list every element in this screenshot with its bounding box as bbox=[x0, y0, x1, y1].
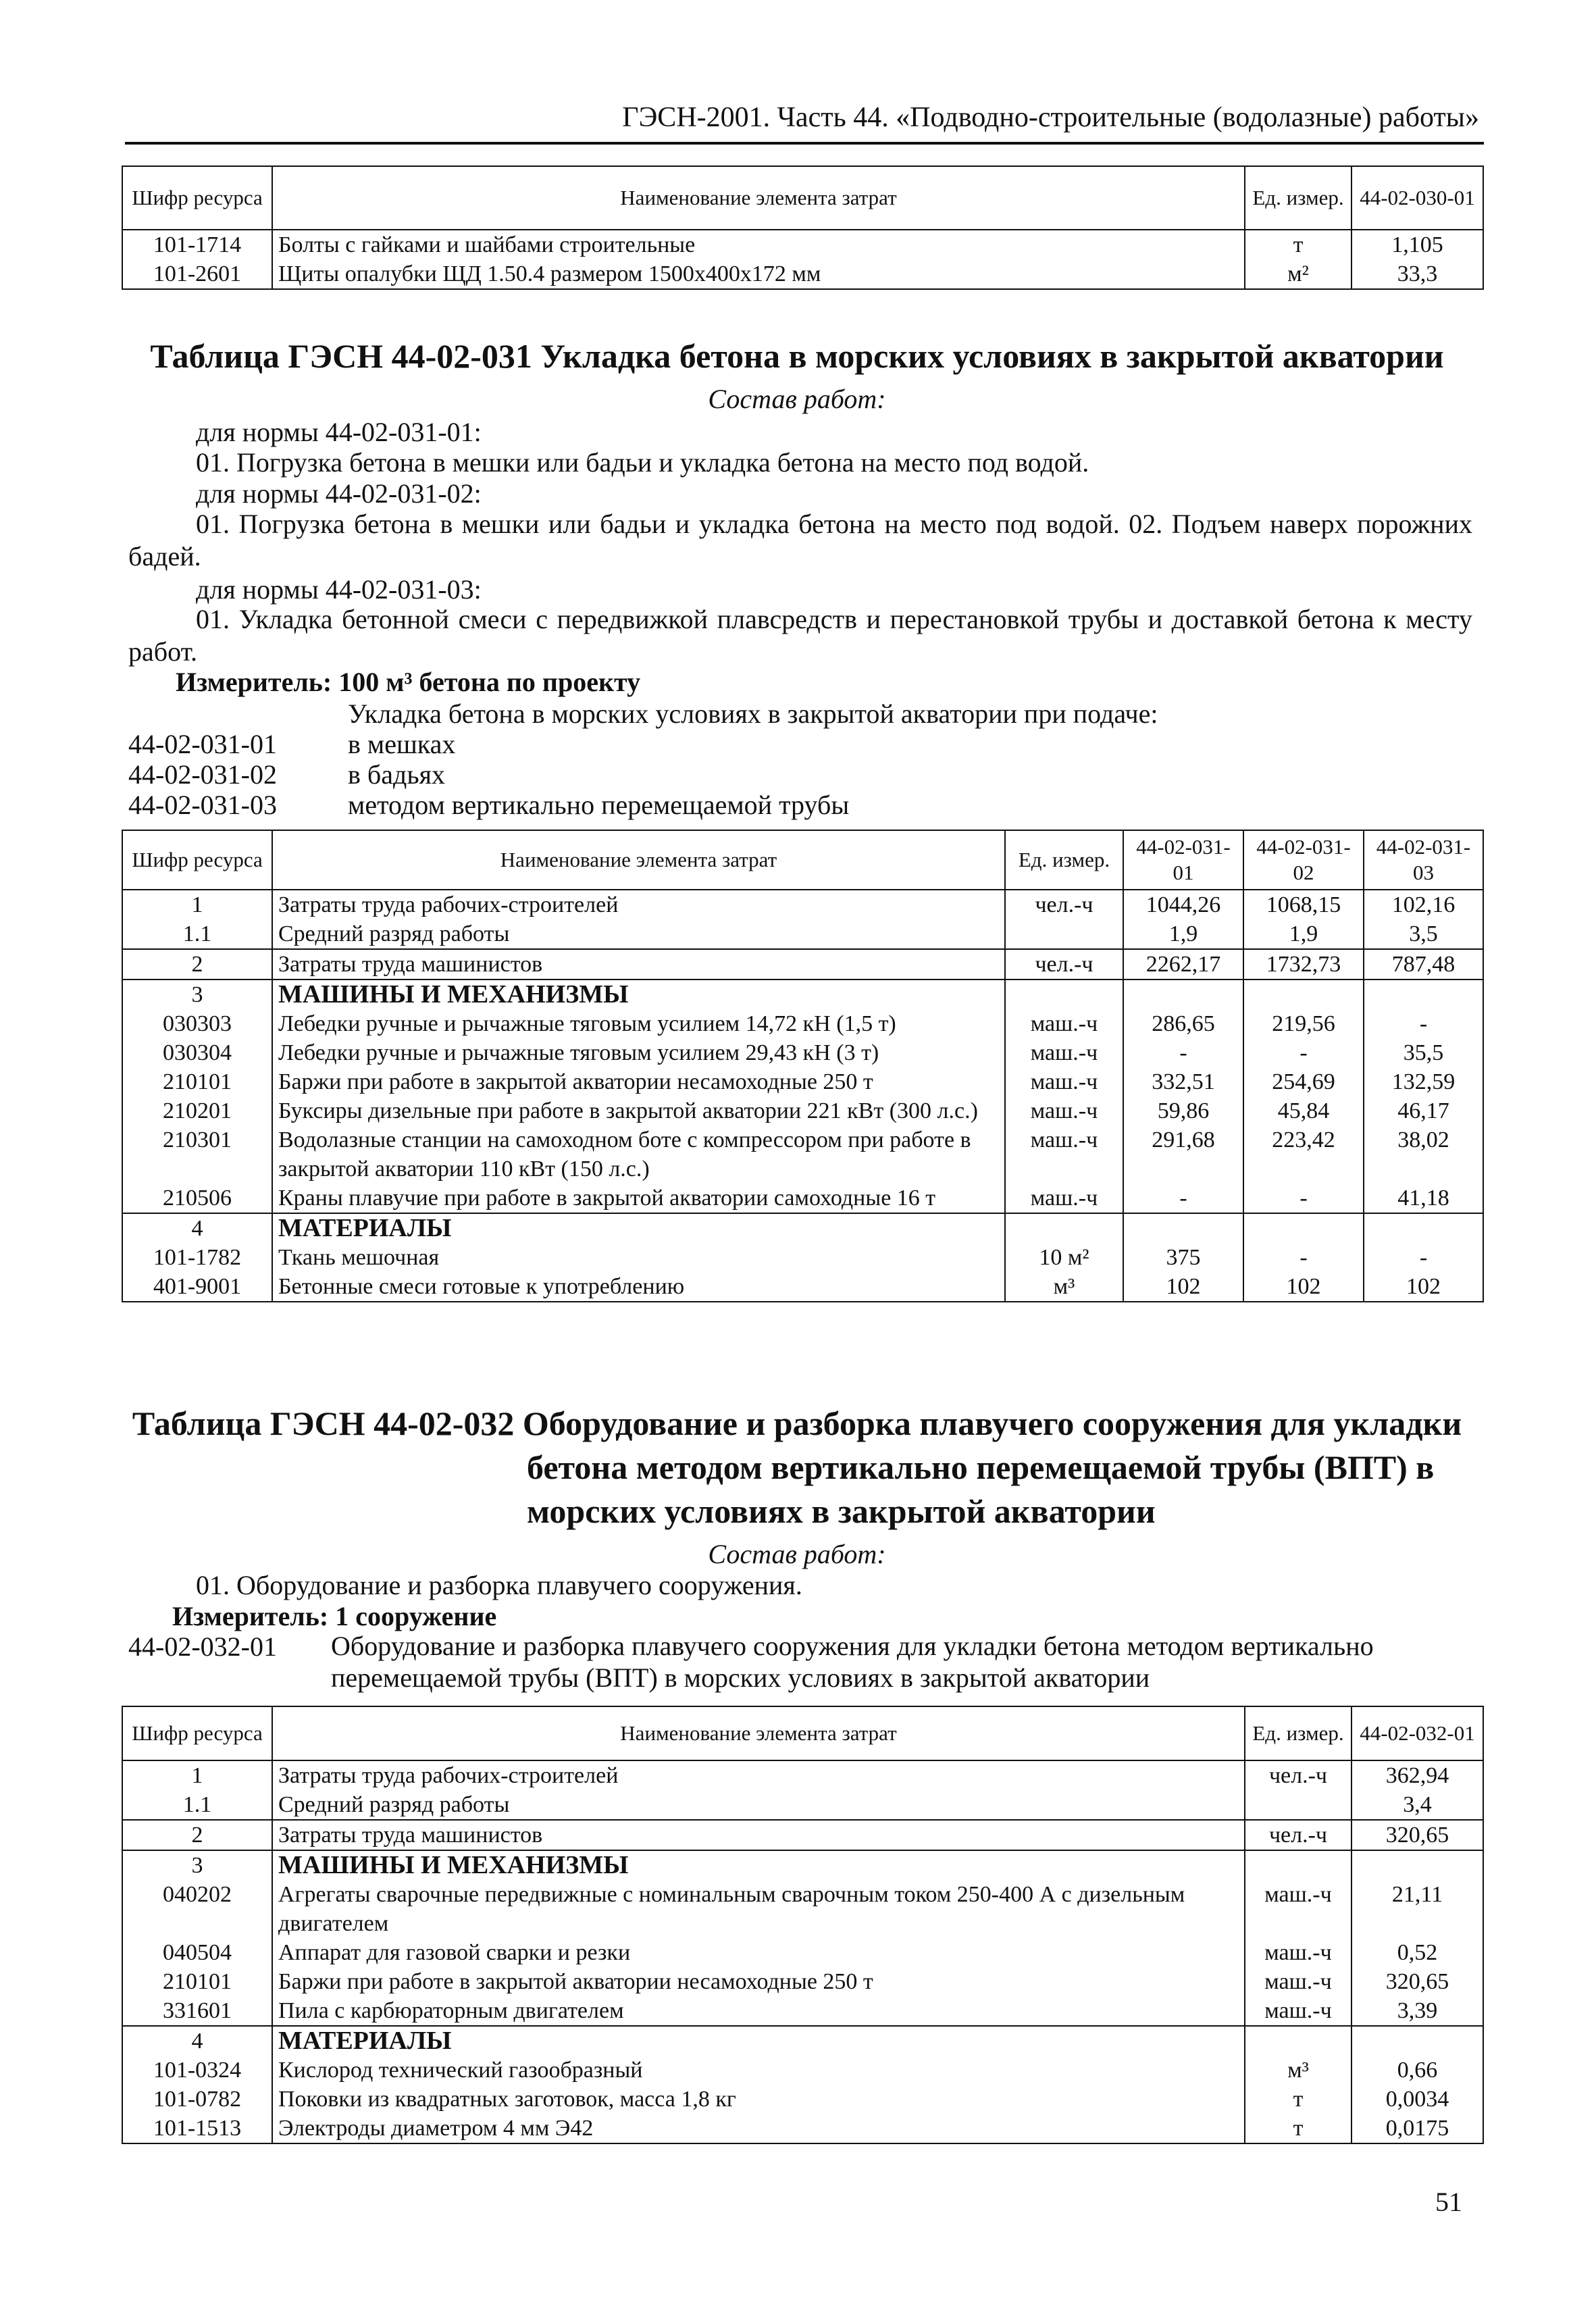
header-code: Шифр ресурса bbox=[122, 830, 272, 890]
norm-code: 44-02-031-02 bbox=[128, 759, 277, 790]
table-row: 210506 Краны плавучие при работе в закрытой акватории самоходные 16 т маш.-ч - - 41,18 bbox=[122, 1184, 1483, 1213]
header-norm-1: 44-02-030-01 bbox=[1352, 166, 1483, 230]
table-row: 101-1513 Электроды диаметром 4 мм Э42 т 0,0175 bbox=[122, 2114, 1483, 2143]
header-rule bbox=[125, 142, 1484, 145]
table-row: 1.1 Средний разряд работы 1,9 1,9 3,5 bbox=[122, 919, 1483, 949]
work-composition-heading: Состав работ: bbox=[708, 384, 886, 414]
table-row: 101-1714 Болты с гайками и шайбами строительные т 1,105 bbox=[122, 230, 1483, 259]
table-44-02-032 bbox=[122, 1706, 1484, 2144]
work-item: 01. Погрузка бетона в мешки или бадьи и укладка бетона на место под водой. bbox=[196, 447, 1089, 478]
section-title-032-line3: морских условиях в закрытой акватории bbox=[527, 1492, 1156, 1530]
work-item: 01. Оборудование и разборка плавучего сооружения. bbox=[196, 1570, 802, 1600]
header-name: Наименование элемента затрат bbox=[272, 1706, 1245, 1760]
table-row: 331601 Пила с карбюраторным двигателем маш.-ч 3,39 bbox=[122, 1996, 1483, 2026]
table-row: 030303 Лебедки ручные и рычажные тяговым усилием 14,72 кН (1,5 т) маш.-ч 286,65 219,56 - bbox=[122, 1009, 1483, 1038]
table-row: 401-9001 Бетонные смеси готовые к употреблению м³ 102 102 102 bbox=[122, 1272, 1483, 1302]
header-norm-1: 44-02-031-01 bbox=[1123, 830, 1243, 890]
table-section-row: 3 МАШИНЫ И МЕХАНИЗМЫ bbox=[122, 1850, 1483, 1880]
table-section-row: 4 МАТЕРИАЛЫ bbox=[122, 1213, 1483, 1243]
table-row: 2 Затраты труда машинистов чел.-ч 320,65 bbox=[122, 1820, 1483, 1850]
section-title-032-line2: бетона методом вертикально перемещаемой трубы (ВПТ) в bbox=[527, 1448, 1435, 1486]
header-code: Шифр ресурса bbox=[122, 1706, 272, 1760]
norm-code: 44-02-031-03 bbox=[128, 790, 277, 820]
table-row: 210201 Буксиры дизельные при работе в закрытой акватории 221 кВт (300 л.с.) маш.-ч 59,86 45,84 46,17 bbox=[122, 1096, 1483, 1125]
norm-label: для нормы 44-02-031-01: bbox=[196, 417, 482, 447]
norm-text: методом вертикально перемещаемой трубы bbox=[348, 790, 850, 820]
header-code: Шифр ресурса bbox=[122, 166, 272, 230]
meter-label: Измеритель: 100 м³ бетона по проекту bbox=[176, 667, 641, 697]
norm-label: для нормы 44-02-031-03: bbox=[196, 574, 482, 605]
table-row: 210301 Водолазные станции на самоходном боте с компрессором при работе в закрытой акватории 110 кВт (150 л.с.) маш.-ч 291,68 223,42 38,02 bbox=[122, 1125, 1483, 1184]
table-row: 030304 Лебедки ручные и рычажные тяговым усилием 29,43 кН (3 т) маш.-ч - - 35,5 bbox=[122, 1038, 1483, 1067]
header-name: Наименование элемента затрат bbox=[272, 830, 1005, 890]
header-norm-3: 44-02-031-03 bbox=[1364, 830, 1483, 890]
section-title-032: Таблица ГЭСН 44-02-032 Оборудование и разборка плавучего сооружения для укладки bbox=[132, 1404, 1462, 1442]
norm-code: 44-02-032-01 bbox=[128, 1631, 277, 1662]
norm-text: в бадьях bbox=[348, 759, 445, 790]
table-row: 2 Затраты труда машинистов чел.-ч 2262,17 1732,73 787,48 bbox=[122, 949, 1483, 980]
table-row: 101-0324 Кислород технический газообразный м³ 0,66 bbox=[122, 2056, 1483, 2085]
norm-intro: Укладка бетона в морских условиях в закрытой акватории при подаче: bbox=[348, 698, 1158, 729]
header-name: Наименование элемента затрат bbox=[272, 166, 1245, 230]
running-header: ГЭСН-2001. Часть 44. «Подводно-строительные (водолазные) работы» bbox=[622, 102, 1479, 133]
header-norm-2: 44-02-031-02 bbox=[1243, 830, 1364, 890]
work-composition-heading: Состав работ: bbox=[708, 1539, 886, 1569]
table-section-row: 4 МАТЕРИАЛЫ bbox=[122, 2026, 1483, 2056]
header-unit: Ед. измер. bbox=[1005, 830, 1123, 890]
table-row: 101-1782 Ткань мешочная 10 м² 375 - - bbox=[122, 1243, 1483, 1272]
table-row: 101-2601 Щиты опалубки ЩД 1.50.4 размером 1500х400х172 мм м² 33,3 bbox=[122, 259, 1483, 289]
page-number: 51 bbox=[1435, 2187, 1462, 2217]
table-row: 1 Затраты труда рабочих-строителей чел.-ч 1044,26 1068,15 102,16 bbox=[122, 890, 1483, 919]
section-title-031: Таблица ГЭСН 44-02-031 Укладка бетона в морских условиях в закрытой акватории bbox=[150, 337, 1444, 375]
norm-label: для нормы 44-02-031-02: bbox=[196, 478, 482, 509]
meter-label: Измеритель: 1 сооружение bbox=[172, 1601, 497, 1631]
table-section-row: 3 МАШИНЫ И МЕХАНИЗМЫ bbox=[122, 980, 1483, 1009]
norm-text: Оборудование и разборка плавучего сооружения для укладки бетона методом вертикально перемещаемой трубы (ВПТ) в морских условиях в закрытой акватории bbox=[331, 1631, 1374, 1693]
work-item: 01. Укладка бетонной смеси с передвижкой плавсредств и перестановкой трубы и доставкой бетона к месту работ. bbox=[128, 604, 1472, 667]
work-item: 01. Погрузка бетона в мешки или бадьи и укладка бетона на место под водой. 02. Подъем наверх порожних бадей. bbox=[128, 509, 1472, 571]
norm-code: 44-02-031-01 bbox=[128, 729, 277, 759]
table-44-02-031 bbox=[122, 830, 1484, 1302]
table-44-02-030 bbox=[122, 166, 1484, 290]
table-row: 210101 Баржи при работе в закрытой акватории несамоходные 250 т маш.-ч 332,51 254,69 132,59 bbox=[122, 1067, 1483, 1096]
header-norm-1: 44-02-032-01 bbox=[1352, 1706, 1483, 1760]
header-unit: Ед. измер. bbox=[1245, 1706, 1352, 1760]
table-row: 101-0782 Поковки из квадратных заготовок, масса 1,8 кг т 0,0034 bbox=[122, 2085, 1483, 2114]
table-row: 1 Затраты труда рабочих-строителей чел.-ч 362,94 bbox=[122, 1760, 1483, 1790]
table-row: 210101 Баржи при работе в закрытой акватории несамоходные 250 т маш.-ч 320,65 bbox=[122, 1967, 1483, 1996]
norm-text: в мешках bbox=[348, 729, 456, 759]
header-unit: Ед. измер. bbox=[1245, 166, 1352, 230]
table-row: 040504 Аппарат для газовой сварки и резки маш.-ч 0,52 bbox=[122, 1938, 1483, 1967]
table-row: 040202 Агрегаты сварочные передвижные с номинальным сварочным током 250-400 А с дизельным двигателем маш.-ч 21,11 bbox=[122, 1880, 1483, 1938]
table-row: 1.1 Средний разряд работы 3,4 bbox=[122, 1790, 1483, 1820]
